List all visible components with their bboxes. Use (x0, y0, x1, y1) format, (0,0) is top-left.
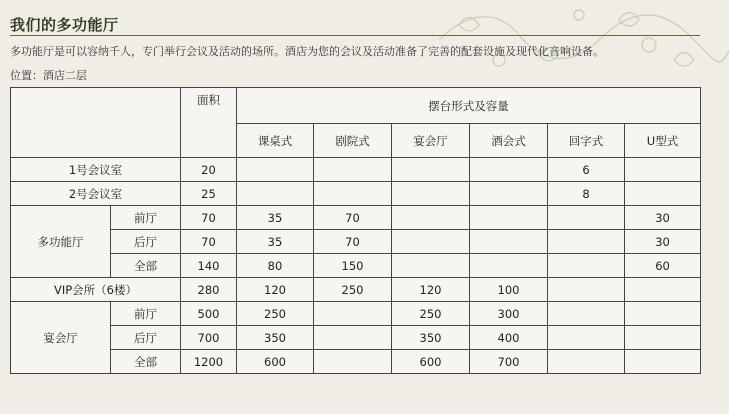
capacity-cell: 700 (470, 350, 548, 374)
table-row (11, 278, 701, 302)
table-row (11, 302, 701, 326)
capacity-cell (470, 230, 548, 254)
layout-header: 酒会式 (470, 124, 548, 158)
table-row (11, 326, 701, 350)
layout-header: 课桌式 (237, 124, 314, 158)
area-cell: 500 (181, 302, 237, 326)
area-cell: 140 (181, 254, 237, 278)
capacity-cell (392, 230, 470, 254)
area-cell: 25 (181, 182, 237, 206)
capacity-cell (392, 158, 470, 182)
capacity-cell: 35 (237, 230, 314, 254)
capacity-cell: 6 (548, 158, 625, 182)
capacity-cell (625, 302, 701, 326)
capacity-cell: 30 (625, 206, 701, 230)
capacity-cell: 250 (392, 302, 470, 326)
capacity-cell (548, 206, 625, 230)
room-name: 2号会议室 (11, 182, 181, 206)
capacity-cell: 600 (392, 350, 470, 374)
table-header-row (11, 88, 701, 124)
capacity-cell: 120 (392, 278, 470, 302)
table-row (11, 230, 701, 254)
capacity-cell (392, 206, 470, 230)
capacity-cell (625, 326, 701, 350)
capacity-cell (314, 302, 392, 326)
capacity-cell (548, 254, 625, 278)
table-row (11, 206, 701, 230)
capacity-cell (625, 158, 701, 182)
location-text: 位置：酒店二层 (10, 69, 87, 82)
sub-room-name: 后厅 (111, 230, 181, 254)
capacity-cell: 300 (470, 302, 548, 326)
capacity-cell: 250 (314, 278, 392, 302)
table-row (11, 350, 701, 374)
corner-cell (11, 88, 181, 158)
area-cell: 70 (181, 206, 237, 230)
capacity-cell (392, 254, 470, 278)
capacity-cell: 60 (625, 254, 701, 278)
capacity-cell (625, 278, 701, 302)
capacity-cell (314, 158, 392, 182)
capacity-cell: 600 (237, 350, 314, 374)
page-title: 我们的多功能厅 (10, 16, 119, 34)
sub-room-name: 全部 (111, 350, 181, 374)
capacity-cell (548, 350, 625, 374)
area-cell: 700 (181, 326, 237, 350)
table-row (11, 158, 701, 182)
table-row (11, 254, 701, 278)
sub-room-name: 前厅 (111, 302, 181, 326)
capacity-cell (548, 278, 625, 302)
capacity-cell: 120 (237, 278, 314, 302)
sub-room-name: 后厅 (111, 326, 181, 350)
capacity-cell: 350 (237, 326, 314, 350)
capacity-cell: 250 (237, 302, 314, 326)
layout-header: 剧院式 (314, 124, 392, 158)
capacity-header: 摆台形式及容量 (237, 88, 701, 124)
capacity-cell: 8 (548, 182, 625, 206)
capacity-cell (392, 182, 470, 206)
capacity-cell: 400 (470, 326, 548, 350)
area-cell: 20 (181, 158, 237, 182)
capacity-cell (314, 326, 392, 350)
capacity-cell: 100 (470, 278, 548, 302)
description-text: 多功能厅是可以容纳千人，专门举行会议及活动的场所。酒店为您的会议及活动准备了完善的配套设施及现代化音响设备。 (10, 45, 604, 58)
room-name: 1号会议室 (11, 158, 181, 182)
capacity-cell (625, 182, 701, 206)
capacity-cell (470, 254, 548, 278)
layout-header: U型式 (625, 124, 701, 158)
capacity-cell (470, 158, 548, 182)
capacity-cell (237, 182, 314, 206)
capacity-cell: 70 (314, 230, 392, 254)
capacity-cell (314, 182, 392, 206)
capacity-cell (314, 350, 392, 374)
capacity-cell (237, 158, 314, 182)
area-cell: 1200 (181, 350, 237, 374)
sub-room-name: 全部 (111, 254, 181, 278)
room-name: 宴会厅 (11, 302, 111, 374)
capacity-cell: 35 (237, 206, 314, 230)
capacity-cell (548, 302, 625, 326)
table-row (11, 182, 701, 206)
room-name: 多功能厅 (11, 206, 111, 278)
capacity-cell: 70 (314, 206, 392, 230)
capacity-cell: 350 (392, 326, 470, 350)
layout-header: 回字式 (548, 124, 625, 158)
area-cell: 70 (181, 230, 237, 254)
capacity-cell: 150 (314, 254, 392, 278)
capacity-cell (470, 206, 548, 230)
title-divider (10, 35, 700, 36)
capacity-cell: 30 (625, 230, 701, 254)
area-header: 面积 (181, 88, 237, 158)
venue-capacity-table (10, 87, 701, 374)
capacity-cell (470, 182, 548, 206)
capacity-cell (548, 326, 625, 350)
capacity-cell (548, 230, 625, 254)
capacity-cell: 80 (237, 254, 314, 278)
capacity-cell (625, 350, 701, 374)
area-cell: 280 (181, 278, 237, 302)
sub-room-name: 前厅 (111, 206, 181, 230)
layout-header: 宴会厅 (392, 124, 470, 158)
room-name: VIP会所（6楼） (11, 278, 181, 302)
